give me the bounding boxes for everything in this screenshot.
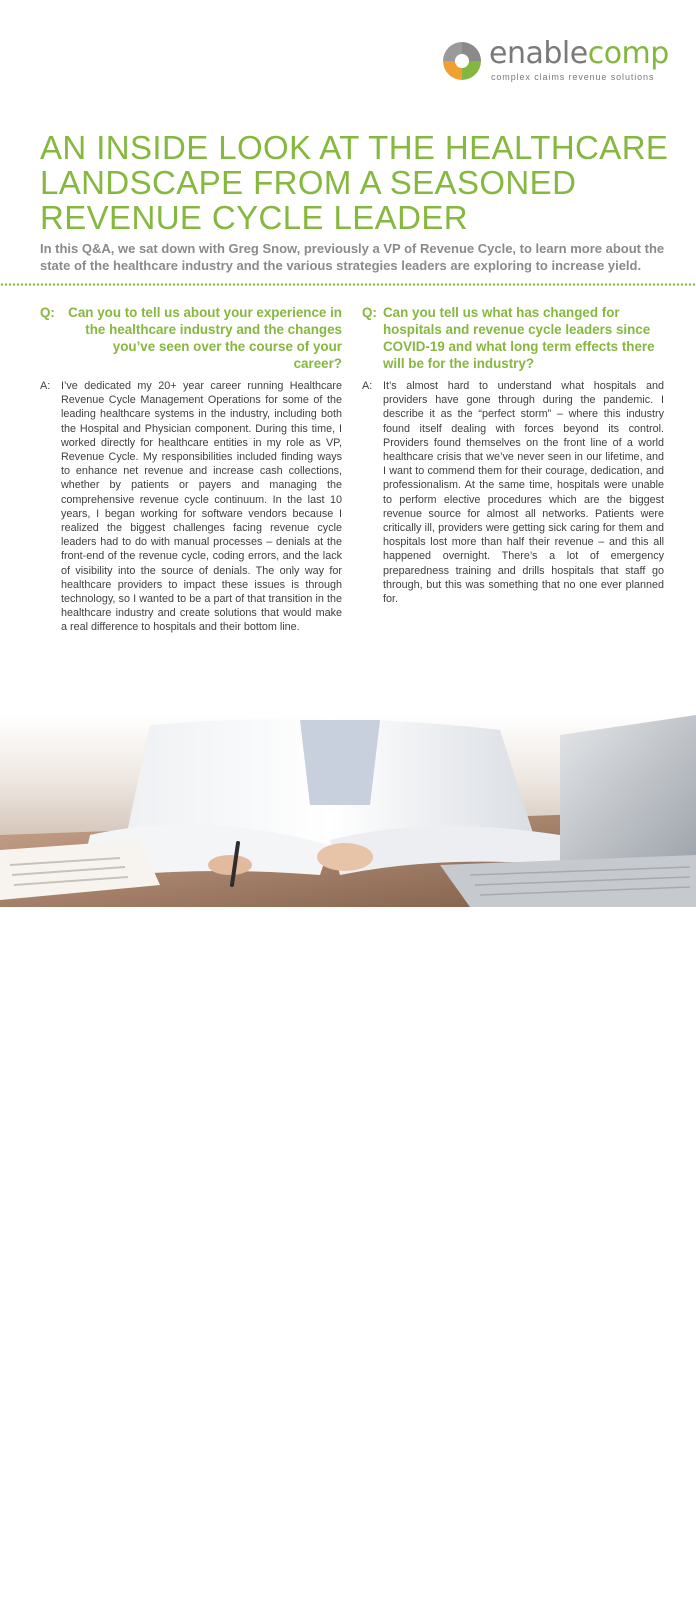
- question-2: [362, 304, 664, 372]
- qa-column-right: [362, 304, 664, 606]
- intro-paragraph: In this Q&A, we sat down with Greg Snow, previously a VP of Revenue Cycle, to learn more about the state of the healthcare industry and the various strategies leaders are exploring to increase yield.: [40, 241, 665, 273]
- page-title: AN INSIDE LOOK AT THE HEALTHCARE LANDSCAPE FROM A SEASONED REVENUE CYCLE LEADER: [40, 129, 669, 236]
- qa-column-left: [40, 304, 342, 635]
- footer-copyright: © 2022 EnableComp | All Rights Reserved: [40, 1593, 176, 1602]
- question-1: [40, 304, 342, 372]
- question-text: Can you to tell us about your experience in the healthcare industry and the changes you’ve seen over the course of your career?: [68, 305, 342, 371]
- doctor-desk-photo: [0, 715, 696, 1602]
- question-text: Can you tell us what has changed for hospitals and revenue cycle leaders since COVID-19 and what long term effects there will be for the industry?: [383, 305, 655, 371]
- answer-2: [362, 379, 664, 606]
- dotted-divider: [0, 283, 696, 286]
- question-label: Q:: [362, 305, 377, 320]
- logo-tagline: complex claims revenue solutions: [491, 72, 655, 82]
- answer-1: [40, 379, 342, 635]
- logo-wordmark: enablecomp: [489, 36, 669, 71]
- answer-text: I’ve dedicated my 20+ year career running Healthcare Revenue Cycle Management Operations for some of the leading healthcare systems in the industry, including both the Hospital and Physician component. During this time, I worked directly for healthcare entities in my role as VP, Revenue Cycle. My responsibilities included finding ways to enhance net revenue and increase cash collections, whether by patients or payers and managing the comprehensive revenue cycle continuum. In the last 10 years, I began working for software vendors because I realized the biggest challenges facing revenue cycle leaders had to do with manual processes – denials at the front-end of the revenue cycle, coding errors, and the lack of visibility into the source of denials. The only way for healthcare providers to impact these issues is through technology, so I wanted to be a part of that transition in the healthcare industry and create solutions that would make a real difference to hospitals and their bottom line.: [61, 380, 342, 634]
- enablecomp-logo: [441, 38, 671, 88]
- enablecomp-logo-mark-icon: [441, 40, 483, 82]
- answer-text: It’s almost hard to understand what hospitals and providers have gone through during the pandemic. I describe it as the “perfect storm” – where this industry found itself dealing with forces beyond its control. Providers found themselves on the front line of a world healthcare crisis that we’ve never seen in our lifetime, and I want to commend them for their courage, dedication, and professionalism. At the same time, hospitals were unable to perform elective procedures which are the biggest revenue source for almost all networks. Patients were critically ill, providers were getting sick caring for them and hospitals lost more than half their revenue – and this all happened overnight. There’s a lot of emergency preparedness training and drills hospitals that staff go through, but this was something that no one ever planned for.: [383, 380, 664, 606]
- answer-label: A:: [362, 380, 373, 392]
- footer-page-label: An Inside Look at the Healthcare Landscape from a Seasoned Revenue Cycle Leader | 1: [381, 1593, 665, 1602]
- answer-label: A:: [40, 380, 51, 392]
- photo-illustration: [0, 715, 696, 907]
- question-label: Q:: [40, 305, 55, 320]
